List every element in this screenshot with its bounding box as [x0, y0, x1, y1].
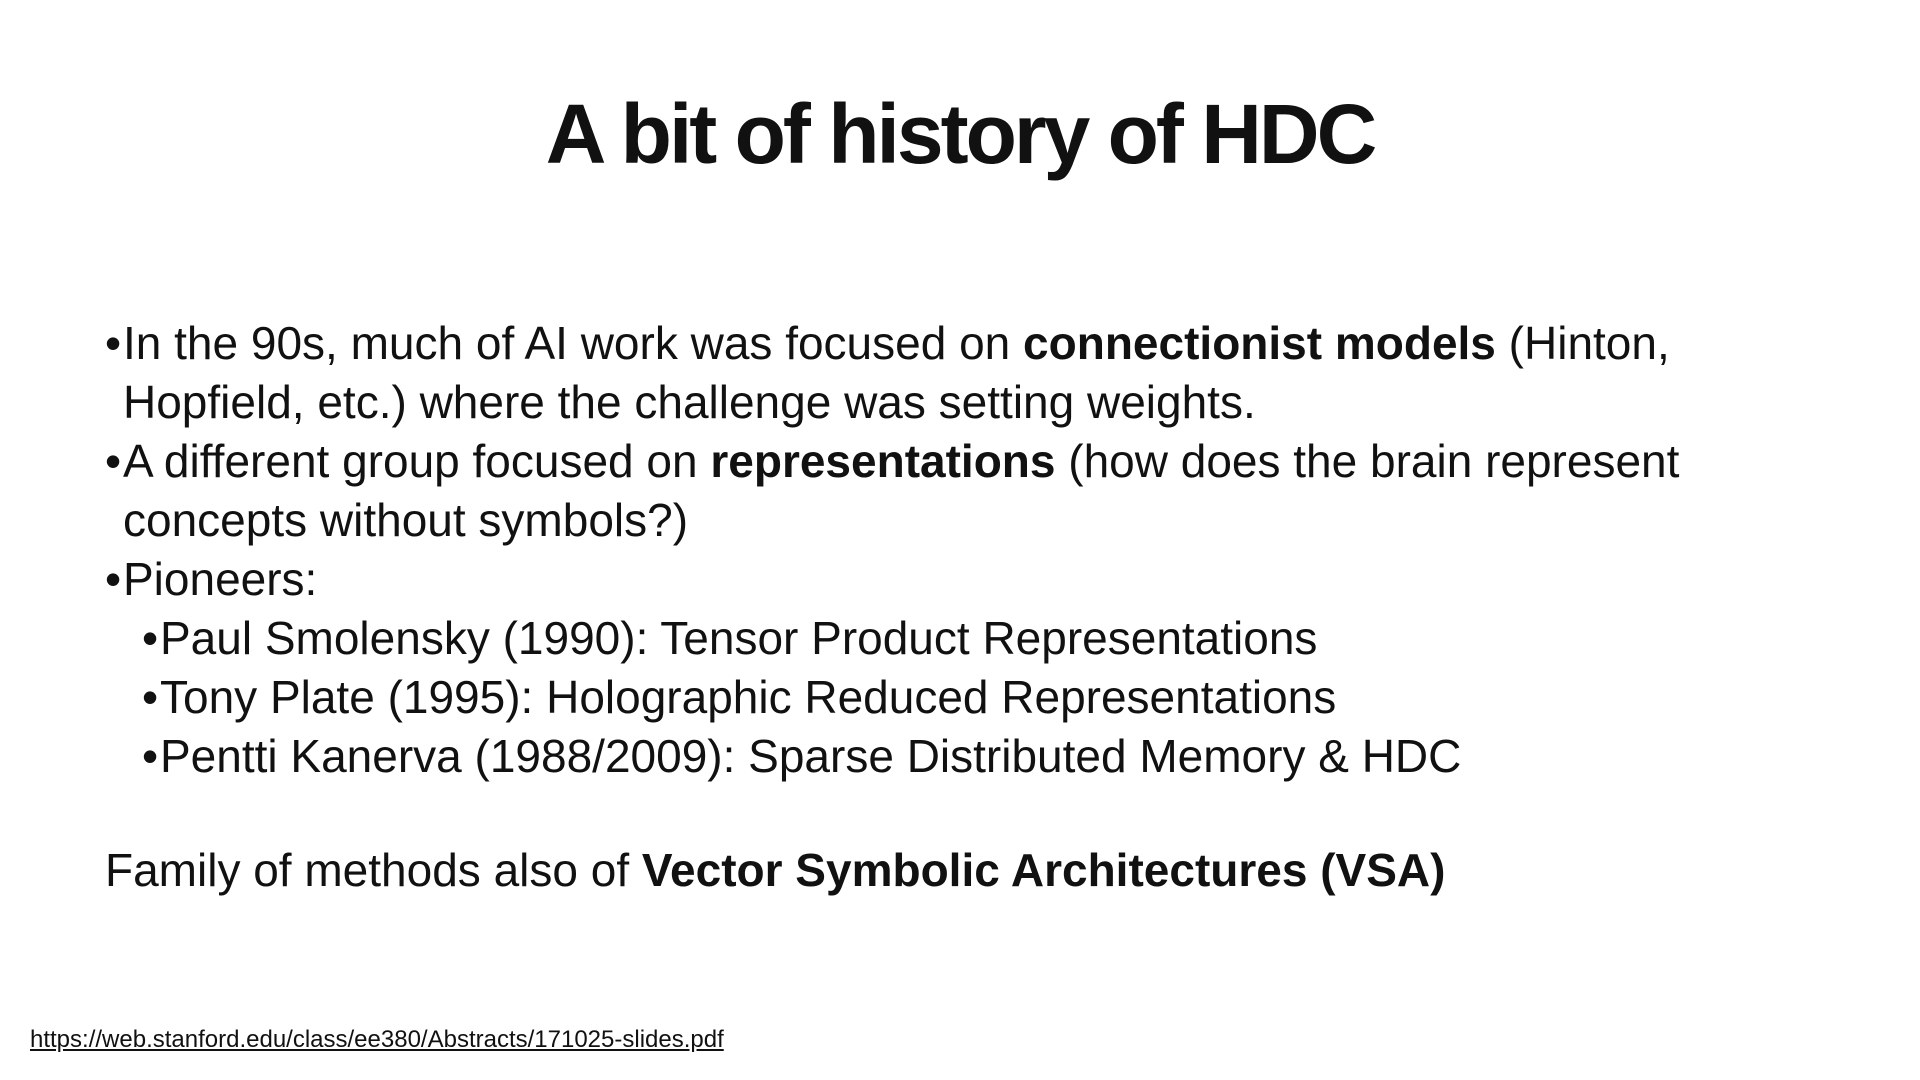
bullet-connectionist: [105, 314, 1825, 432]
bullet-dot: •: [105, 553, 122, 605]
sub-bullet-smolensky: [142, 609, 1825, 668]
bullet-dot: •: [105, 435, 122, 487]
sub-bullet-kanerva: [142, 727, 1825, 786]
bullet-text: Pioneers:: [123, 553, 318, 605]
sub-bullet-text: Pentti Kanerva (1988/2009): Sparse Distributed Memory & HDC: [160, 730, 1462, 782]
bullet-text-bold: connectionist models: [1023, 317, 1496, 369]
bullet-text-pre: In the 90s, much of AI work was focused on: [123, 317, 1024, 369]
sub-bullet-text: Paul Smolensky (1990): Tensor Product Representations: [160, 612, 1318, 664]
family-line: [105, 841, 1825, 900]
bullet-text-pre: A different group focused on: [123, 435, 711, 487]
bullet-text-post: (how does the brain represent concepts without symbols?): [123, 435, 1680, 546]
bullet-text-post: (Hinton, Hopfield, etc.) where the challenge was setting weights.: [123, 317, 1670, 428]
family-text-pre: Family of methods also of: [105, 844, 642, 896]
sub-bullet-text: Tony Plate (1995): Holographic Reduced Representations: [160, 671, 1337, 723]
bullet-representations: [105, 432, 1825, 550]
bullet-text-bold: representations: [710, 435, 1056, 487]
source-link[interactable]: https://web.stanford.edu/class/ee380/Abstracts/171025-slides.pdf: [30, 1026, 724, 1053]
spacer: [105, 786, 1825, 841]
bullet-dot: •: [142, 612, 159, 664]
sub-bullet-plate: [142, 668, 1825, 727]
slide-body: [105, 314, 1825, 900]
slide-title: A bit of history of HDC: [545, 87, 1375, 181]
bullet-dot: •: [142, 671, 159, 723]
bullet-pioneers: [105, 550, 1825, 609]
family-text-bold: Vector Symbolic Architectures (VSA): [641, 844, 1446, 896]
bullet-dot: •: [142, 730, 159, 782]
bullet-dot: •: [105, 317, 122, 369]
